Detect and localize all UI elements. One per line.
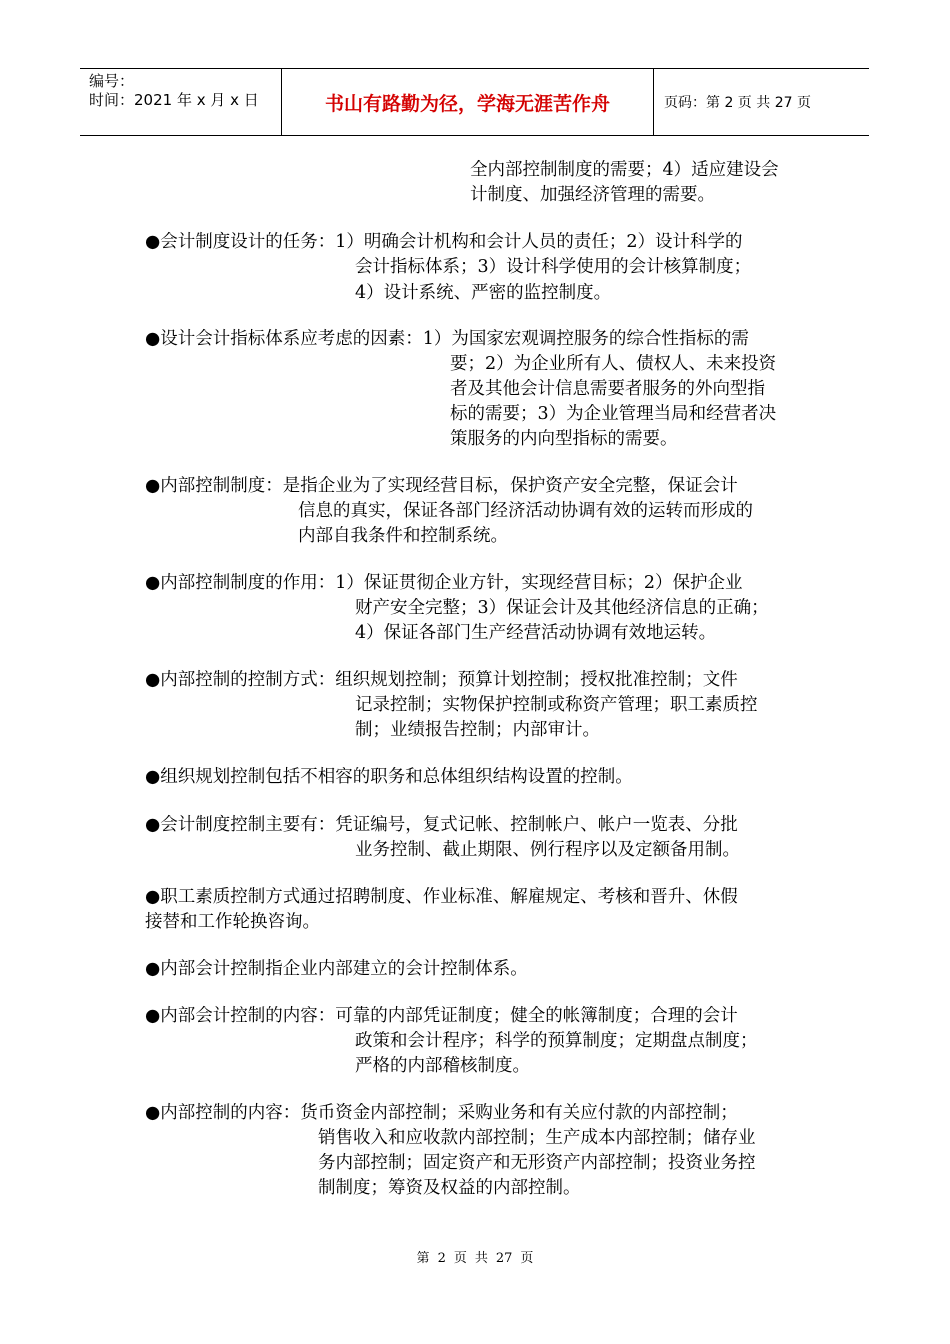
bullet-item: ●内部会计控制的内容：可靠的内部凭证制度；健全的帐簿制度；合理的会计 — [145, 1006, 738, 1026]
text-line: 策服务的内向型指标的需要。 — [450, 429, 678, 449]
document-date: 时间：2021 年 x 月 x 日 — [89, 91, 259, 109]
text-line: 要；2）为企业所有人、债权人、未来投资 — [450, 354, 777, 374]
text-line: 接替和工作轮换咨询。 — [145, 912, 320, 932]
bullet-item: ●内部会计控制指企业内部建立的会计控制体系。 — [145, 959, 528, 979]
bullet-item: ●内部控制的内容：货币资金内部控制；采购业务和有关应付款的内部控制； — [145, 1103, 738, 1123]
text-line: 财产安全完整；3）保证会计及其他经济信息的正确； — [355, 598, 769, 618]
bullet-item: ●内部控制制度的作用：1）保证贯彻企业方针，实现经营目标；2）保护企业 — [145, 573, 743, 593]
header-motto: 书山有路勤为径，学海无涯苦作舟 — [282, 69, 654, 135]
text-line: 制制度；筹资及权益的内部控制。 — [318, 1178, 581, 1198]
bullet-item: ●内部控制的控制方式：组织规划控制；预算计划控制；授权批准控制；文件 — [145, 670, 738, 690]
bullet-item: ●内部控制制度：是指企业为了实现经营目标，保护资产安全完整，保证会计 — [145, 476, 738, 496]
page-header — [80, 68, 869, 136]
text-line: 信息的真实，保证各部门经济活动协调有效的运转而形成的 — [298, 501, 753, 521]
bullet-item: ●组织规划控制包括不相容的职务和总体组织结构设置的控制。 — [145, 767, 633, 787]
footer-ye: 页 — [453, 1251, 467, 1266]
text-line: 标的需要；3）为企业管理当局和经营者决 — [450, 404, 777, 424]
text-line: 内部自我条件和控制系统。 — [298, 526, 508, 546]
text-line: 记录控制；实物保护控制或称资产管理；职工素质控 — [355, 695, 758, 715]
header-meta — [80, 69, 282, 135]
text-line: 务内部控制；固定资产和无形资产内部控制；投资业务控 — [318, 1153, 756, 1173]
footer-ye-2: 页 — [520, 1251, 534, 1266]
text-line: 4）保证各部门生产经营活动协调有效地运转。 — [355, 623, 717, 643]
text-line: 4）设计系统、严密的监控制度。 — [355, 283, 612, 303]
text-line: 计制度、加强经济管理的需要。 — [470, 185, 715, 205]
document-number-label: 编号： — [89, 72, 135, 90]
text-line: 者及其他会计信息需要者服务的外向型指 — [450, 379, 765, 399]
text-line: 全内部控制制度的需要；4）适应建设会 — [470, 160, 779, 180]
footer-gong: 共 — [474, 1251, 488, 1266]
text-line: 会计指标体系；3）设计科学使用的会计核算制度； — [355, 257, 752, 277]
footer-di: 第 — [416, 1251, 430, 1266]
text-line: 销售收入和应收款内部控制；生产成本内部控制；储存业 — [318, 1128, 756, 1148]
text-line: 制；业绩报告控制；内部审计。 — [355, 720, 600, 740]
bullet-item: ●会计制度设计的任务：1）明确会计机构和会计人员的责任；2）设计科学的 — [145, 232, 743, 252]
text-line: 政策和会计程序；科学的预算制度；定期盘点制度； — [355, 1031, 758, 1051]
text-line: 严格的内部稽核制度。 — [355, 1056, 530, 1076]
page-footer — [0, 1247, 950, 1266]
header-page-info: 页码：第 2 页 共 27 页 — [664, 95, 811, 111]
footer-page-number: 2 — [437, 1251, 446, 1266]
bullet-item: ●设计会计指标体系应考虑的因素：1）为国家宏观调控服务的综合性指标的需 — [145, 329, 749, 349]
bullet-item: ●会计制度控制主要有：凭证编号，复式记帐、控制帐户、帐户一览表、分批 — [145, 815, 738, 835]
bullet-item: ●职工素质控制方式通过招聘制度、作业标准、解雇规定、考核和晋升、休假 — [145, 887, 738, 907]
footer-total-pages: 27 — [495, 1251, 513, 1266]
text-line: 业务控制、截止期限、例行程序以及定额备用制。 — [355, 840, 740, 860]
